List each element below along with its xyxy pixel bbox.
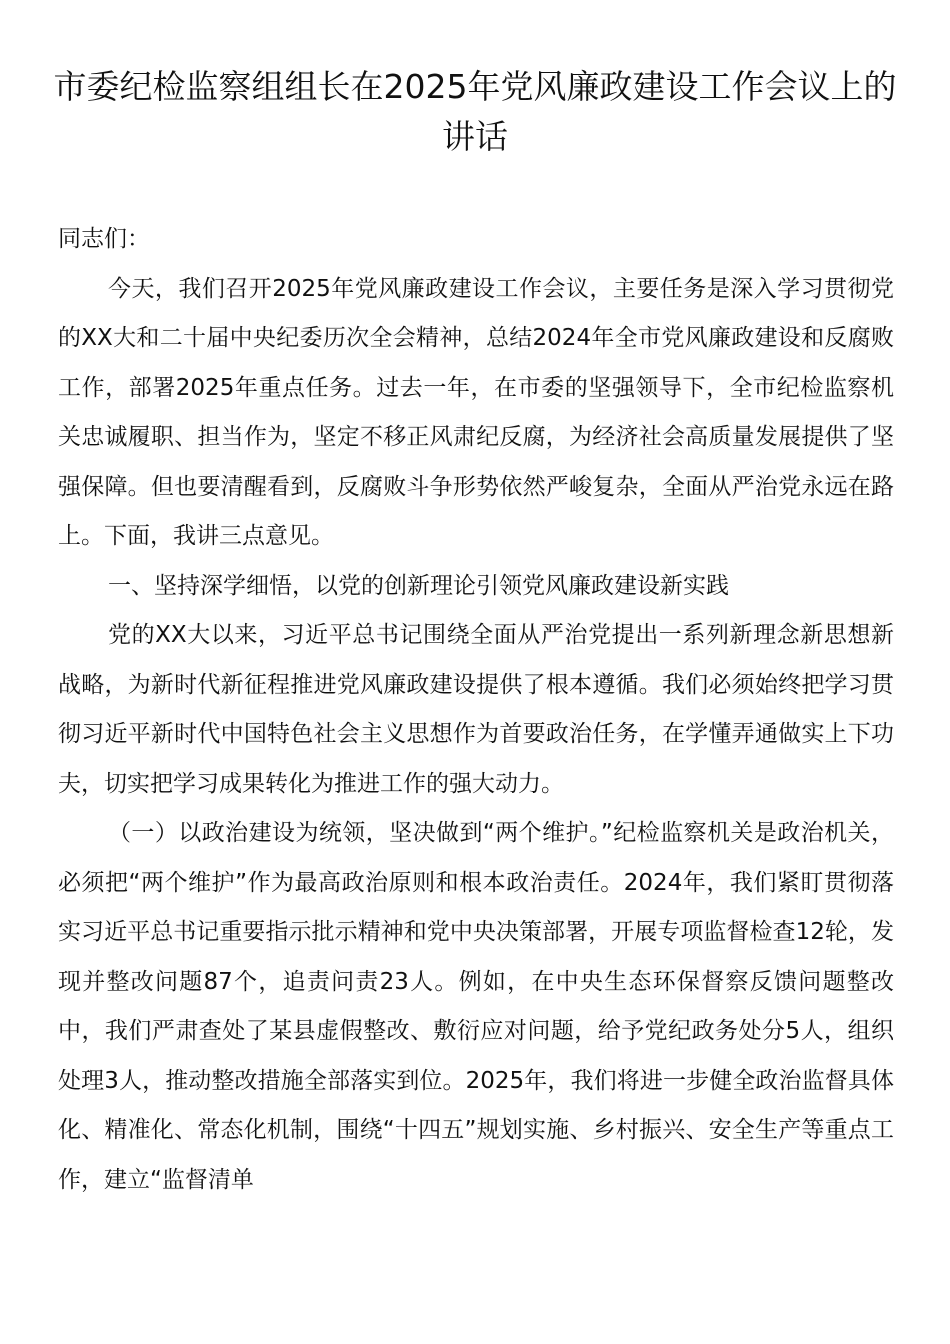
section-heading-1: 一、坚持深学细悟，以党的创新理论引领党风廉政建设新实践 xyxy=(108,572,729,599)
greeting: 同志们： xyxy=(58,226,150,252)
document-title: 市委纪检监察组组长在2025年党风廉政建设工作会议上的讲话 xyxy=(53,67,897,156)
paragraph-subsection-1: （一）以政治建设为统领，坚决做到“两个维护。”纪检监察机关是政治机关，必须把“两个维护”作为最高政治原则和根本政治责任。2024年，我们紧盯贯彻落实习近平总书记重要指示批示精神和党中央决策部署，开展专项监督检查12轮，发现并整改问题87个，追责问责23人。例如，在中央生态环保督察反馈问题整改中，我们严肃查处了某县虚假整改、敷衍应对问题，给予党纪政务处分5人，组织处理3人，推动整改措施全部落实到位。2025年，我们将进一步健全政治监督具体化、精准化、常态化机制，围绕“十四五”规划实施、乡村振兴、安全生产等重点工作，建立“监督清单 xyxy=(58,820,894,1193)
document-body xyxy=(58,215,894,1205)
paragraph-intro: 今天，我们召开2025年党风廉政建设工作会议，主要任务是深入学习贯彻党的XX大和二十届中央纪委历次全会精神，总结2024年全市党风廉政建设和反腐败工作，部署2025年重点任务。过去一年，在市委的坚强领导下，全市纪检监察机关忠诚履职、担当作为，坚定不移正风肃纪反腐，为经济社会高质量发展提供了坚强保障。但也要清醒看到，反腐败斗争形势依然严峻复杂，全面从严治党永远在路上。下面，我讲三点意见。 xyxy=(58,275,894,549)
paragraph-section-1: 党的XX大以来，习近平总书记围绕全面从严治党提出一系列新理念新思想新战略，为新时代新征程推进党风廉政建设提供了根本遵循。我们必须始终把学习贯彻习近平新时代中国特色社会主义思想作为首要政治任务，在学懂弄通做实上下功夫，切实把学习成果转化为推进工作的强大动力。 xyxy=(58,622,894,797)
